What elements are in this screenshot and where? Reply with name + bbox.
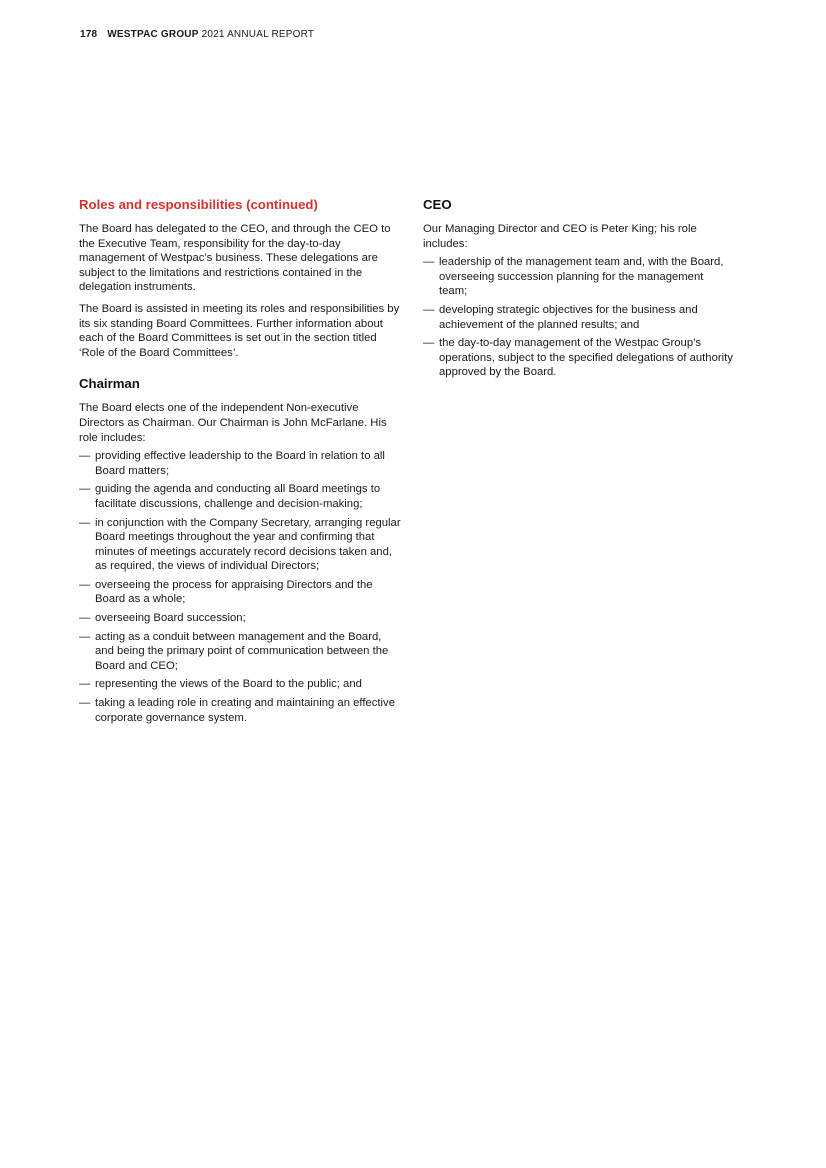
list-item-text: acting as a conduit between management and the Board, and being the primary point of communication between the Board and CEO;: [95, 630, 389, 672]
dash-bullet: —: [423, 256, 435, 269]
list-item-text: guiding the agenda and conducting all Board meetings to facilitate discussions, challenge and decision-making;: [95, 483, 381, 510]
list-item-text: developing strategic objectives for the business and achievement of the planned results; and: [439, 303, 698, 331]
dash-bullet: —: [423, 303, 435, 316]
roles-heading: Roles and responsibilities (continued): [79, 197, 318, 212]
chairman-intro: The Board elects one of the independent Non-executive Directors as Chairman. Our Chairman is John McFarlane. His role includes:: [79, 402, 387, 444]
list-item: [79, 482, 401, 511]
dash-bullet: —: [79, 578, 91, 591]
paragraph: The Board is assisted in meeting its roles and responsibilities by its six standing Board Committees. Further information about each of the Board Committees is set out in the section titled ‘Role of the Board Committees’.: [79, 302, 400, 359]
chairman-heading: Chairman: [79, 376, 140, 392]
list-item: [79, 578, 401, 607]
dash-bullet: —: [79, 612, 91, 625]
ceo-intro: Our Managing Director and CEO is Peter King; his role includes:: [423, 223, 697, 250]
dash-bullet: —: [79, 483, 91, 496]
list-item: [423, 255, 733, 299]
list-item: [79, 516, 401, 574]
list-item-text: representing the views of the Board to the public; and: [95, 678, 362, 691]
list-item: [79, 630, 401, 674]
right-column: [423, 197, 733, 384]
list-item: [79, 696, 401, 725]
paragraph: The Board has delegated to the CEO, and through the CEO to the Executive Team, responsibility for the day-to-day management of Westpac’s business. These delegations are subject to the limitations and restrictions contained in the delegation instruments.: [79, 223, 391, 294]
list-item-text: in conjunction with the Company Secretary, arranging regular Board meetings throughout the year and confirming that minutes of meetings accurately record decisions taken and, as required, the views of individual Directors;: [95, 516, 401, 573]
chairman-role-list: [79, 449, 401, 725]
list-item-text: providing effective leadership to the Board in relation to all Board matters;: [95, 450, 385, 477]
list-item: [423, 303, 733, 332]
dash-bullet: —: [423, 337, 435, 350]
org-name: WESTPAC GROUP: [107, 29, 199, 40]
list-item-text: leadership of the management team and, with the Board, overseeing succession planning for the management team;: [439, 256, 724, 298]
dash-bullet: —: [79, 678, 91, 691]
list-item: [79, 449, 401, 478]
dash-bullet: —: [79, 630, 91, 643]
page-number: 178: [80, 29, 98, 40]
list-item-text: overseeing Board succession;: [95, 612, 246, 625]
dash-bullet: —: [79, 516, 91, 529]
list-item: [79, 677, 401, 692]
list-item-text: taking a leading role in creating and maintaining an effective corporate governance system.: [95, 697, 395, 724]
list-item-text: overseeing the process for appraising Directors and the Board as a whole;: [95, 578, 373, 606]
ceo-heading: CEO: [423, 197, 452, 212]
page-header: [80, 29, 314, 40]
left-column: [79, 197, 401, 729]
list-item: [79, 611, 401, 626]
report-name: 2021 ANNUAL REPORT: [201, 29, 315, 40]
list-item-text: the day-to-day management of the Westpac Group’s operations, subject to the specified delegations of authority approved by the Board.: [439, 337, 733, 379]
dash-bullet: —: [79, 697, 91, 710]
ceo-role-list: [423, 255, 733, 380]
list-item: [423, 336, 733, 380]
dash-bullet: —: [79, 450, 91, 463]
